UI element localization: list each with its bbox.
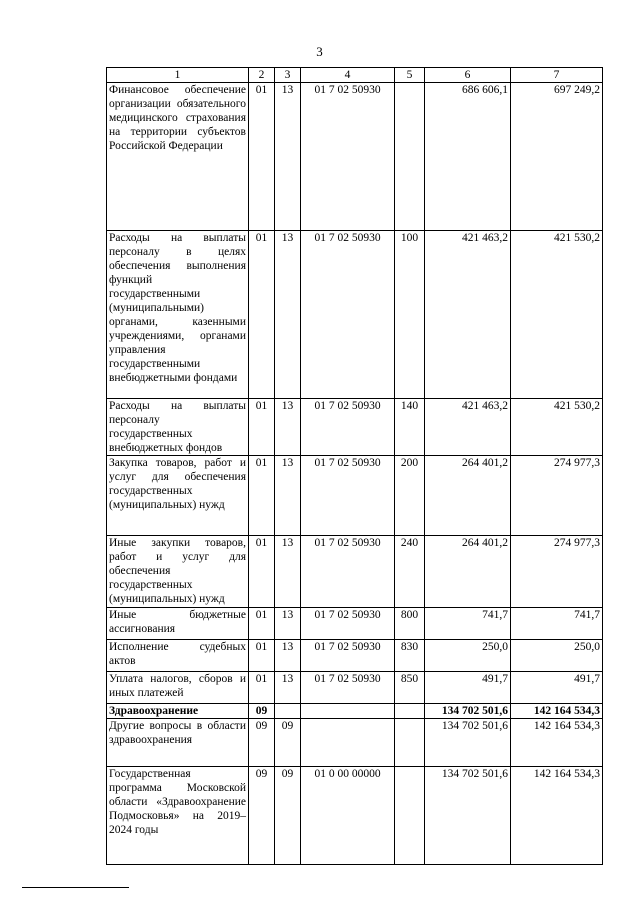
row-subsection-code: 13: [275, 536, 301, 608]
row-subsection-code: 09: [275, 767, 301, 865]
row-target-article-code: 01 7 02 50930: [301, 672, 395, 704]
row-expense-type-code: [395, 704, 425, 719]
footnote-rule: [22, 887, 129, 888]
row-amount-year2: 250,0: [511, 640, 603, 672]
row-amount-year1: 250,0: [425, 640, 511, 672]
row-amount-year2: 142 164 534,3: [511, 767, 603, 865]
row-description: Расходы на выплаты персоналу государственных внебюджетных фондов: [107, 399, 249, 456]
row-expense-type-code: [395, 767, 425, 865]
row-subsection-code: 13: [275, 672, 301, 704]
page-number: 3: [316, 44, 323, 59]
row-subsection-code: 13: [275, 231, 301, 399]
row-section-code: 01: [249, 456, 275, 536]
table-body: [107, 83, 603, 865]
row-section-code: 01: [249, 399, 275, 456]
row-target-article-code: [301, 719, 395, 767]
row-target-article-code: 01 7 02 50930: [301, 231, 395, 399]
row-amount-year2: 697 249,2: [511, 83, 603, 231]
row-expense-type-code: 830: [395, 640, 425, 672]
header-cell: 6: [425, 68, 511, 83]
row-amount-year1: 134 702 501,6: [425, 719, 511, 767]
table-row: [107, 640, 603, 672]
table-row: [107, 672, 603, 704]
table-row: [107, 719, 603, 767]
row-description: Исполнение судебных актов: [107, 640, 249, 672]
table-row: [107, 83, 603, 231]
row-description: Закупка товаров, работ и услуг для обеспечения государственных (муниципальных) нужд: [107, 456, 249, 536]
row-section-code: 01: [249, 536, 275, 608]
row-description: Иные бюджетные ассигнования: [107, 608, 249, 640]
row-target-article-code: 01 7 02 50930: [301, 608, 395, 640]
row-target-article-code: 01 7 02 50930: [301, 456, 395, 536]
row-expense-type-code: 200: [395, 456, 425, 536]
row-subsection-code: 13: [275, 608, 301, 640]
row-description: Иные закупки товаров, работ и услуг для обеспечения государственных (муниципальных) нужд: [107, 536, 249, 608]
row-amount-year1: 421 463,2: [425, 231, 511, 399]
row-description: Государственная программа Московской области «Здравоохранение Подмосковья» на 2019– 2024 годы: [107, 767, 249, 865]
row-section-code: 01: [249, 672, 275, 704]
row-target-article-code: 01 7 02 50930: [301, 399, 395, 456]
header-cell: 1: [107, 68, 249, 83]
table-header-row: [107, 68, 603, 83]
table-row: [107, 536, 603, 608]
budget-table: [106, 67, 603, 865]
row-amount-year1: 421 463,2: [425, 399, 511, 456]
row-amount-year2: 142 164 534,3: [511, 719, 603, 767]
row-amount-year1: 264 401,2: [425, 456, 511, 536]
row-amount-year1: 134 702 501,6: [425, 704, 511, 719]
row-expense-type-code: 100: [395, 231, 425, 399]
row-amount-year2: 421 530,2: [511, 231, 603, 399]
row-expense-type-code: 800: [395, 608, 425, 640]
row-target-article-code: 01 0 00 00000: [301, 767, 395, 865]
row-amount-year1: 134 702 501,6: [425, 767, 511, 865]
row-section-code: 09: [249, 704, 275, 719]
row-description: Здравоохранение: [107, 704, 249, 719]
row-section-code: 09: [249, 767, 275, 865]
row-expense-type-code: 850: [395, 672, 425, 704]
table-row: [107, 399, 603, 456]
row-amount-year2: 274 977,3: [511, 456, 603, 536]
header-cell: 4: [301, 68, 395, 83]
row-section-code: 01: [249, 83, 275, 231]
row-amount-year1: 686 606,1: [425, 83, 511, 231]
row-amount-year1: 264 401,2: [425, 536, 511, 608]
table-row: [107, 456, 603, 536]
row-description: Другие вопросы в области здравоохранения: [107, 719, 249, 767]
row-section-code: 01: [249, 608, 275, 640]
row-subsection-code: 13: [275, 456, 301, 536]
row-description: Уплата налогов, сборов и иных платежей: [107, 672, 249, 704]
table-row: [107, 231, 603, 399]
row-target-article-code: [301, 704, 395, 719]
row-section-code: 01: [249, 640, 275, 672]
table-row: [107, 767, 603, 865]
row-subsection-code: [275, 704, 301, 719]
row-amount-year2: 274 977,3: [511, 536, 603, 608]
row-expense-type-code: [395, 83, 425, 231]
row-description: Финансовое обеспечение организации обязательного медицинского страхования на территории субъектов Российской Федерации: [107, 83, 249, 231]
table-row: [107, 704, 603, 719]
table-row: [107, 608, 603, 640]
row-amount-year2: 142 164 534,3: [511, 704, 603, 719]
row-target-article-code: 01 7 02 50930: [301, 83, 395, 231]
row-amount-year1: 741,7: [425, 608, 511, 640]
header-cell: 2: [249, 68, 275, 83]
row-target-article-code: 01 7 02 50930: [301, 640, 395, 672]
row-section-code: 01: [249, 231, 275, 399]
row-amount-year2: 421 530,2: [511, 399, 603, 456]
row-subsection-code: 13: [275, 83, 301, 231]
row-expense-type-code: [395, 719, 425, 767]
row-section-code: 09: [249, 719, 275, 767]
row-subsection-code: 13: [275, 640, 301, 672]
row-subsection-code: 13: [275, 399, 301, 456]
row-target-article-code: 01 7 02 50930: [301, 536, 395, 608]
row-amount-year2: 741,7: [511, 608, 603, 640]
header-cell: 5: [395, 68, 425, 83]
row-description: Расходы на выплаты персоналу в целях обеспечения выполнения функций государственными (муниципальными) органами, казенными учреждениями, органами управления государственными внебюджетными фондами: [107, 231, 249, 399]
row-amount-year2: 491,7: [511, 672, 603, 704]
header-cell: 7: [511, 68, 603, 83]
row-amount-year1: 491,7: [425, 672, 511, 704]
row-expense-type-code: 140: [395, 399, 425, 456]
header-cell: 3: [275, 68, 301, 83]
row-expense-type-code: 240: [395, 536, 425, 608]
row-subsection-code: 09: [275, 719, 301, 767]
